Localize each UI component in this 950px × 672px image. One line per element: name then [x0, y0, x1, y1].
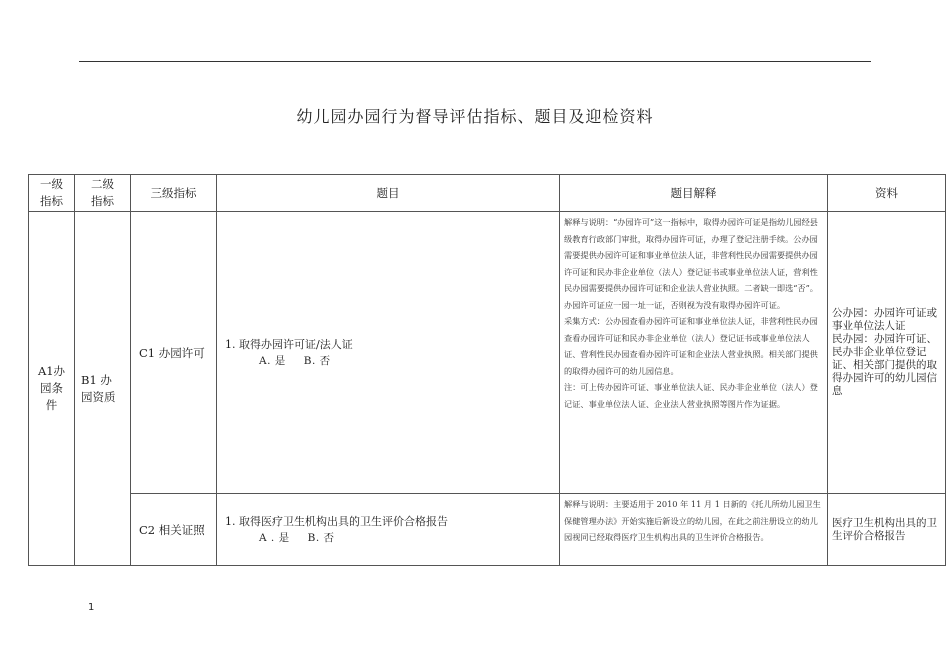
header-rule — [79, 61, 871, 62]
c1-label: C1 办园许可 — [131, 212, 217, 494]
c1-explanation-desc: 解释与说明：“办园许可”这一指标中，取得办园许可证是指幼儿园经县级教育行政部门审批，取得办园许可证，办理了登记注册手续。公办园需要提供办园许可证和事业单位法人证，非营利性民办园需要提供办园许可证和民办非企业单位（法人）登记证书或事业单位法人证，营利性民办园需要提供办园许可证和企业法人营业执照。二者缺一即选“否”。办园许可证应一园一址一证，否则视为没有取得办园许可证。 — [564, 217, 818, 310]
c2-explanation: 解释与说明：主要适用于 2010 年 11 月 1 日新的《托儿所幼儿园卫生保健管理办法》开始实施后新设立的幼儿园，在此之前注册设立的幼儿园视同已经取得医疗卫生机构出具的卫生评价合格报告。 — [560, 494, 828, 566]
c1-question-cell — [217, 212, 560, 494]
evaluation-table — [28, 174, 946, 566]
c2-question: 1. 取得医疗卫生机构出具的卫生评价合格报告 — [225, 514, 448, 528]
level1-cell: A1办园条件 — [29, 212, 75, 566]
c2-question-cell — [217, 494, 560, 566]
c1-question: 1. 取得办园许可证/法人证 — [225, 337, 353, 351]
c1-materials-public: 公办园：办园许可证或事业单位法人证 — [832, 307, 937, 332]
header-explanation: 题目解释 — [560, 175, 828, 212]
c2-label: C2 相关证照 — [131, 494, 217, 566]
c2-option-b[interactable]: B. 否 — [307, 531, 335, 544]
c2-option-a[interactable]: A . 是 — [259, 531, 290, 544]
header-level3: 三级指标 — [131, 175, 217, 212]
c2-options — [225, 530, 559, 546]
c1-options — [225, 353, 559, 369]
c2-materials: 医疗卫生机构出具的卫生评价合格报告 — [828, 494, 946, 566]
header-level1: 一级指标 — [29, 175, 75, 212]
table-row — [29, 494, 946, 566]
c1-option-b[interactable]: B. 否 — [303, 354, 331, 367]
document-title: 幼儿园办园行为督导评估指标、题目及迎检资料 — [296, 107, 654, 126]
c1-materials — [828, 212, 946, 494]
c1-option-a[interactable]: A. 是 — [259, 354, 286, 367]
header-materials: 资料 — [828, 175, 946, 212]
header-level2: 二级指标 — [75, 175, 131, 212]
level2-cell: B1 办园资质 — [75, 212, 131, 566]
c1-explanation — [560, 212, 828, 494]
header-question: 题目 — [217, 175, 560, 212]
table-header-row — [29, 175, 946, 212]
c1-explanation-note: 注：可上传办园许可证、事业单位法人证、民办非企业单位（法人）登记证、事业单位法人证、企业法人营业执照等图片作为证据。 — [564, 382, 818, 409]
page-number: 1 — [88, 602, 95, 613]
c1-explanation-method: 采集方式：公办园查看办园许可证和事业单位法人证，非营利性民办园查看办园许可证和民办非企业单位（法人）登记证书或事业单位法人证、营利性民办园查看办园许可证和企业法人营业执照。相关部门提供的取得办园许可的幼儿园信息。 — [564, 316, 818, 376]
c1-materials-private: 民办园：办园许可证、民办非企业单位登记证、相关部门提供的取得办园许可的幼儿园信息 — [832, 333, 937, 397]
table-row — [29, 212, 946, 494]
